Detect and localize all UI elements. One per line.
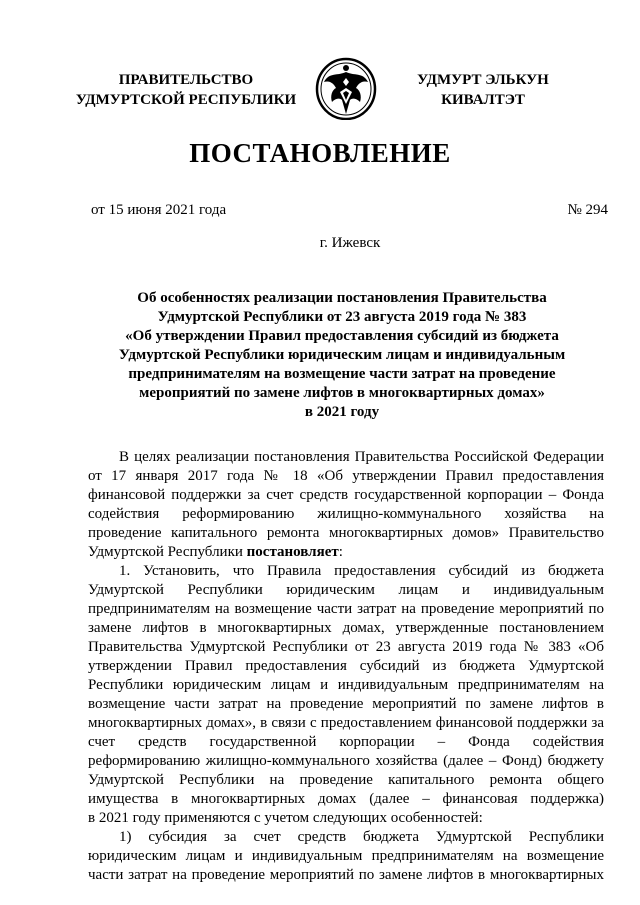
title-line: Об особенностях реализации постановления Правительства <box>137 290 547 306</box>
body-line: утверждении Правил предоставления субсидий из бюджета Удмуртской <box>88 658 604 674</box>
body-line: в 2021 году применяются с учетом следующих особенностей: <box>88 810 483 826</box>
document-date: от 15 июня 2021 года <box>91 202 227 218</box>
document-type: ПОСТАНОВЛЕНИЕ <box>189 138 451 168</box>
body-line: финансовой поддержки за счет средств государственной корпорации – Фонда <box>88 487 604 503</box>
resolves-keyword: постановляет <box>246 544 339 560</box>
body-line: возмещение части затрат на проведение мероприятий по замене лифтов в <box>88 696 604 712</box>
body-line: имущества в многоквартирных домах (далее – финансовая поддержка) <box>88 791 604 807</box>
body-line: реформированию жилищно-коммунального хозяйства (далее – Фонд) бюджету <box>88 753 604 769</box>
body-line: Правительства Удмуртской Республики от 23 августа 2019 года № 383 «Об <box>88 639 604 655</box>
issuer-name-udmurt <box>398 70 568 110</box>
udmurt-coat-of-arms-icon <box>314 56 378 120</box>
title-line: Удмуртской Республики от 23 августа 2019 года № 383 <box>157 309 527 325</box>
body-line: проведение капитального ремонта многоквартирных домов» Правительство <box>88 525 604 541</box>
body-line: 1) субсидия за счет средств бюджета Удмуртской Республики <box>119 829 604 845</box>
body-line: В целях реализации постановления Правительства Российской Федерации <box>119 449 604 465</box>
body-line: Республики юридическим лицам и индивидуальным предпринимателям на <box>88 677 604 693</box>
body-line: многоквартирных домах», в связи с предоставлением финансовой поддержки за <box>88 715 604 731</box>
issuer-line: УДМУРТ ЭЛЬКУН <box>417 72 549 88</box>
issuer-line: УДМУРТСКОЙ РЕСПУБЛИКИ <box>75 92 297 108</box>
colon: : <box>338 544 343 560</box>
body-line: счет средств государственной корпорации – Фонда содействия <box>88 734 604 750</box>
body-line-text: Удмуртской Республики <box>88 544 247 560</box>
body-line: предпринимателям на возмещение части затрат на проведение мероприятий по <box>88 601 604 617</box>
document-number: № 294 <box>567 202 608 218</box>
document-title <box>110 289 574 422</box>
body-line: от 17 января 2017 года № 18 «Об утверждении Правил предоставления <box>88 468 604 484</box>
document-body <box>88 448 604 885</box>
body-line <box>88 543 604 562</box>
body-line: 1. Установить, что Правила предоставления субсидий из бюджета <box>119 563 604 579</box>
body-line: части затрат на проведение мероприятий по замене лифтов в многоквартирных <box>88 867 604 883</box>
title-line: в 2021 году <box>304 404 380 420</box>
issuer-line: ПРАВИТЕЛЬСТВО <box>118 72 254 88</box>
document-city: г. Ижевск <box>319 235 381 251</box>
body-line: замене лифтов в многоквартирных домах, утвержденные постановлением <box>88 620 604 636</box>
title-line: Удмуртской Республики юридическим лицам и индивидуальным <box>118 347 566 363</box>
body-line: содействия реформированию жилищно-коммунального хозяйства на <box>88 506 604 522</box>
title-line: «Об утверждении Правил предоставления субсидий из бюджета <box>125 328 559 344</box>
issuer-name-russian <box>74 70 298 110</box>
title-line: мероприятий по замене лифтов в многоквартирных домах» <box>139 385 545 401</box>
title-line: предпринимателям на возмещение части затрат на проведение <box>128 366 556 382</box>
body-line: юридическим лицам и индивидуальным предпринимателям на возмещение <box>88 848 604 864</box>
body-line: Удмуртской Республики юридическим лицам и индивидуальным <box>88 582 604 598</box>
body-line: Удмуртской Республики на проведение капитального ремонта общего <box>88 772 604 788</box>
issuer-line: КИВАЛТЭТ <box>441 92 525 108</box>
